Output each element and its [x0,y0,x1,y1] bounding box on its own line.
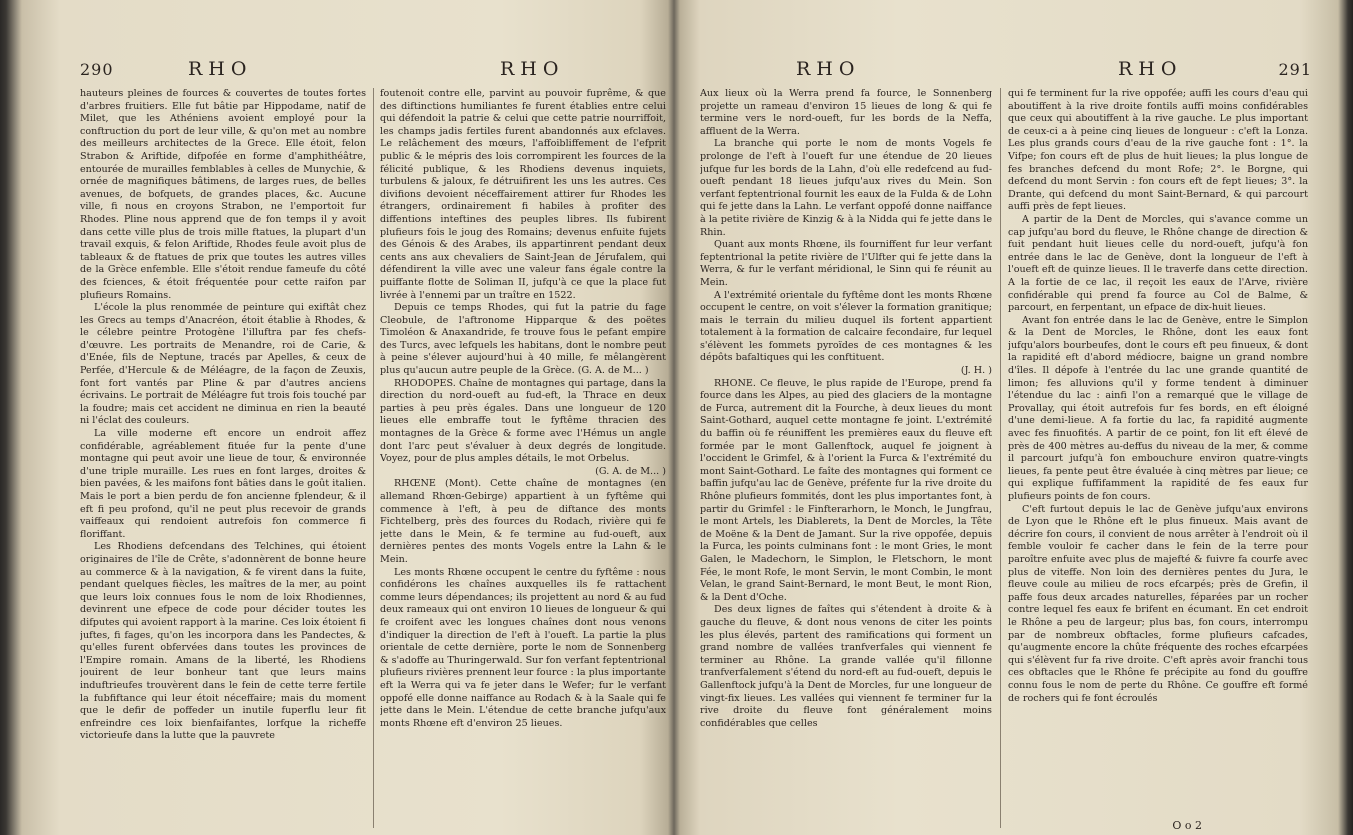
running-head: RHO [188,58,253,80]
paragraph: La branche qui porte le nom de monts Vogels fe prolonge de l'eft à l'oueft fur une étendue de 20 lieues jufque fur les bords de la Lahn, d'où elle redefcend au fud-oueft pendant 18 lieues jufqu'aux rives du Mein. Son verfant feptentrional fournit les eaux de la Fulda & de Lohn qui fe jette dans la Lahn. Le verfant oppofé donne naiffance à la petite rivière de Kinzig & à la Nidda qui fe jette dans le Rhin. [700,138,992,238]
signature-mark: O o 2 [1172,819,1202,832]
entry-rhone: RHONE. Ce fleuve, le plus rapide de l'Europe, prend fa fource dans les Alpes, au pied des glaciers de la montagne de Furca, autrement dit la Fourche, à deux lieues du mont Saint-Gothard, auquel cette montagne fe joint. L'extrémité du baffin où fe réuniffent les premières eaux du fleuve eft formée par le mont Gallenftock, auquel fe joignent à l'occident le Grimfel, & à l'orient la Furca & l'extrémité du mont Saint-Gothard. Le faîte des montagnes qui forment ce baffin jufqu'au lac de Genève, préfente fur la rive droite du Rhône plufieurs fommités, dont les plus importantes font, à partir du Grimfel : le Finfterarhorn, le Monch, le Jungfrau, le mont Artels, les Diablerets, la Dent de Morcles, la Tête de Moëne & la Dent de Jamant. Sur la rive oppofée, depuis la Furca, les points culminans font : le mont Gries, le mont Galen, le Madechorn, le Simplon, le Fletschorn, le mont Fée, le mont Rofe, le mont Servin, le mont Combin, le mont Velan, le grand Saint-Bernard, le mont Beut, le mont Rion, & la Dent d'Oche. [700,377,992,603]
right-page-header [700,58,1312,84]
paragraph: foutenoit contre elle, parvint au pouvoir fuprême, & que des diftinctions humiliantes fe furent établies entre celui qui défendoit la patrie & celui que cette patrie nourriffoit, les champs jadis fertiles furent abandonnés aux efclaves. Le relâchement des mœurs, l'affoibliffement de l'efprit public & le mépris des lois corrompirent les fources de la félicité publique, & les Rhodiens devenus inquiets, turbulens & jaloux, fe détruifirent les uns les autres. Ces divifions devoient néceffairement attirer fur Rhodes les étrangers, ordinairement fi habiles à profiter des diffentions inteftines des peuples libres. Ils fubirent plufieurs fois le joug des Romains; devenus enfuite fujets des Génois & des Arabes, ils appartinrent pendant deux cents ans aux chevaliers de Saint-Jean de Jérufalem, qui défendirent la ville avec une valeur fans égale contre la puiffante flotte de Soliman II, jufqu'à ce que la place fut livrée à l'ennemi par un traître en 1522. [380,88,666,301]
paragraph: Aux lieux où la Werra prend fa fource, le Sonnenberg projette un rameau d'environ 15 lieues de long & qui fe termine vers le nord-oueft, fur les bords de la Neffa, affluent de la Werra. [700,88,992,137]
author-signature: (G. A. de M... ) [595,465,666,477]
right-page-column-2 [1008,88,1308,830]
running-head: RHO [1118,58,1183,80]
paragraph: L'école la plus renommée de peinture qui exiftât chez les Grecs au temps d'Anacréon, étoit établie à Rhodes, & le célebre peintre Protogène l'illuftra par fes chefs-d'œuvre. Les portraits de Menandre, roi de Carie, & d'Enée, fils de Neptune, tracés par Apelles, & ceux de Perfée, d'Hercule & de Méléagre, de la façon de Zeuxis, font fort vantés par Pline & par d'autres anciens écrivains. Le portrait de Méléagre fut trois fois touché par la foudre; mais cet accident ne diminua en rien la beauté ni l'éclat des couleurs. [80,302,366,427]
page-number: 290 [80,60,114,79]
paragraph: Depuis ce temps Rhodes, qui fut la patrie du fage Cleobule, de l'aftronome Hipparque & des poëtes Timoléon & Anaxandride, fe trouve fous le pefant empire des Turcs, avec lefquels les habitans, dont le nombre peut à peine s'élever aujourd'hui à 40 mille, fe mêlangèrent plus qu'aucun autre peuple de la Grèce. (G. A. de M... ) [380,302,666,377]
entry-rhodopes: RHODOPES. Chaîne de montagnes qui partage, dans la direction du nord-oueft au fud-eft, la Thrace en deux parties à peu près égales. Dans une longueur de 120 lieues elle embraffe tout le fyftême thracien des montagnes de la Grèce & forme avec l'Hémus un angle dont l'arc peut s'évaluer à deux degrés de longitude. Voyez, pour de plus amples détails, le mot Orbelus. [380,377,666,465]
paragraph: La ville moderne eft encore un endroit affez confidérable, agréablement fituée fur la pente d'une montagne qui peut avoir une lieue de tour, & environnée d'une triple muraille. Les rues en font larges, droites & bien pavées, & les maifons font bâties dans le goût italien. Mais le port a bien perdu de fon ancienne fplendeur, & il eft fi peu profond, qu'il ne peut plus recevoir de grands vaiffeaux qui rendoient autrefois fon commerce fi floriffant. [80,428,366,540]
right-page-column-1 [700,88,992,830]
page-number: 291 [1278,60,1312,79]
column-rule [373,88,374,828]
paragraph: A partir de la Dent de Morcles, qui s'avance comme un cap jufqu'au bord du fleuve, le Rhône change de direction & fuit pendant huit lieues celle du nord-oueft, jufqu'à fon entrée dans le lac de Genève, dont la longueur de l'eft à l'oueft eft de quinze lieues. Il le traverfe dans cette direction. A la fortie de ce lac, il reçoit les eaux de l'Arve, rivière confidérable qui prend fa fource au Col de Balme, & parcourt, en ferpentant, un efpace de dix-huit lieues. [1008,213,1308,314]
paragraph: Des deux lignes de faîtes qui s'étendent à droite & à gauche du fleuve, & dont nous venons de citer les points les plus élevés, partent des ramifications qui forment un grand nombre de vallées tranfverfales qui viennent fe terminer au Rhône. La grande vallée qu'il fillonne tranfverfalement s'étend du nord-eft au fud-oueft, depuis le Gallenftock jufqu'à la Dent de Morcles, fur une longueur de vingt-fix lieues. Les vallées qui viennent fe terminer fur la rive droite du fleuve font généralement moins confidérables que celles [700,604,992,729]
column-rule [1000,88,1001,828]
paragraph: Les monts Rhœne occupent le centre du fyftême : nous confidérons les chaînes auxquelles ils fe rattachent comme leurs dépendances; ils projettent au nord & au fud deux rameaux qui ont environ 10 lieues de longueur & qui fe croifent avec les longues chaînes dont nous venons d'indiquer la direction de l'eft à l'oueft. La partie la plus orientale de cette dernière, porte le nom de Sonnenberg & s'adoffe au Thuringerwald. Sur fon verfant feptentrional plufieurs rivières prennent leur fource : la plus importante eft la Werra qui va fe jeter dans le Wefer; fur le verfant oppofé elle donne naiffance au Rodach & à la Saale qui fe jette dans le Mein. L'étendue de cette branche jufqu'aux monts Rhœne eft d'environ 25 lieues. [380,566,666,729]
left-page-column-1 [80,88,366,830]
left-page-header [80,58,666,84]
paragraph: qui fe terminent fur la rive oppofée; auffi les cours d'eau qui aboutiffent à la rive droite fontils auffi moins confidérables que ceux qui aboutiffent à la rive gauche. Le plus important de ceux-ci a à peine cinq lieues de longueur : c'eft la Lonza. Les plus grands cours d'eau de la rive gauche font : 1°. la Vifpe; fon cours eft de plus de huit lieues; la plus longue de fes branches defcend du mont Rofe; 2°. le Borgne, qui defcend du mont Servin : fon cours eft de fept lieues; 3°. la Drante, qui defcend du mont Saint-Bernard, & qui parcourt auffi près de fept lieues. [1008,88,1308,213]
left-page-column-2 [380,88,666,830]
paragraph: A l'extrémité orientale du fyftême dont les monts Rhœne occupent le centre, on voit s'élever la formation granitique; mais le terrain du milieu duquel ils fortent appartient totalement à la formation de calcaire fecondaire, fur lequel s'élèvent les fommets pyroïdes de ces montagnes & les dépôts bafaltiques qui les conftituent. [700,289,992,364]
paragraph: Quant aux monts Rhœne, ils fourniffent fur leur verfant feptentrional la petite rivière de l'Ulfter qui fe jette dans la Werra, & fur le verfant méridional, le Sinn qui fe réunit au Mein. [700,239,992,288]
running-head: RHO [796,58,861,80]
entry-rhoene: RHŒNE (Mont). Cette chaîne de montagnes (en allemand Rhœn-Gebirge) appartient à un fyftême qui commence à l'eft, à peu de diftance des monts Fichtelberg, près des fources du Rodach, rivière qui fe jette dans le Mein, & fe termine au fud-oueft, aux dernières pentes des monts Vogels entre la Lahn & le Mein. [380,478,666,565]
right-page [700,52,1312,832]
running-head: RHO [500,58,565,80]
paragraph: C'eft furtout depuis le lac de Genève jufqu'aux environs de Lyon que le Rhône eft le plus finueux. Mais avant de décrire fon cours, il convient de nous arrêter à l'endroit où il femble vouloir fe cacher dans le fein de la terre pour paroître enfuite avec plus de majefté & fuivre fa courfe avec plus de viteffe. Non loin des dernières pentes du Jura, le fleuve coule au milieu de rocs efcarpés; près de Grefin, il paffe fous deux arcades naturelles, féparées par un rocher contre lequel fes eaux fe brifent en écumant. En cet endroit le Rhône a peu de largeur; plus bas, fon cours, interrompu par de nombreux obftacles, forme plufieurs cafcades, qu'augmente encore la chûte fréquente des roches efcarpées qui s'élèvent fur fa rive droite. C'eft après avoir franchi tous ces obftacles que le Rhône fe précipite au fond du gouffre connu fous le nom de perte du Rhône. Ce gouffre eft formé de rochers qui fe font écroulés [1008,503,1308,704]
left-page [80,52,666,832]
paragraph: Avant fon entrée dans le lac de Genève, entre le Simplon & la Dent de Morcles, le Rhône, dont les eaux font jufqu'alors bourbeufes, dont le cours eft peu finueux, & dont la rapidité eft d'abord médiocre, baigne un grand nombre d'îles. Il dépofe à l'entrée du lac une grande quantité de limon; fes alluvions qu'il y forme tendent à diminuer l'étendue du lac : ainfi l'on a remarqué que le village de Provallay, qui étoit autrefois fur fes bords, en eft éloigné d'une demi-lieue. A fa fortie du lac, fa rapidité augmente avec fes finuofités. A partir de ce point, fon lit eft élevé de près de 400 mètres au-deffus du niveau de la mer, & comme il parcourt jufqu'à fon embouchure environ quatre-vingts lieues, fa pente peut être évaluée à cinq mètres par lieue; ce qui explique fuffifamment la rapidité de fes eaux fur plufieurs points de fon cours. [1008,314,1308,502]
paragraph: hauteurs pleines de fources & couvertes de toutes fortes d'arbres fruitiers. Elle fut bâtie par Hippodame, natif de Milet, que les Athéniens avoient employé pour la conftruction du port de leur ville, & qu'on met au nombre des meilleurs architectes de la Grece. Elle étoit, felon Strabon & Ariftide, difpofée en forme d'amphithéâtre, entourée de murailles femblables à celles de Munychie, & ornée de magnifiques bâtimens, de larges rues, de belles avenues, de bofquets, de grandes places, &c. Aucune ville, fi nous en croyons Strabon, ne l'emportoit fur Rhodes. Pline nous apprend que de fon temps il y avoit dans cette ville plus de trois mille ftatues, la plupart d'un travail exquis, & felon Ariftide, Rhodes feule avoit plus de tableaux & de ftatues de prix que toutes les autres villes de la Grèce enfemble. Elle s'étoit rendue fameufe du côté des fciences, & étoit fréquentée pour cette raifon par plufieurs Romains. [80,88,366,301]
author-signature: (J. H. ) [960,365,992,377]
paragraph: Les Rhodiens defcendans des Telchines, qui étoient originaires de l'île de Crête, s'adonnèrent de bonne heure au commerce & à la navigation, & fe virent dans la fuite, pendant quelques fiècles, les maîtres de la mer, au point que leurs loix connues fous le nom de loix Rhodiennes, devinrent une efpece de code pour décider toutes les difputes qui avoient rapport à la marine. Ces loix étoient fi juftes, fi fages, qu'on les incorpora dans les Pandectes, & qu'elles furent obfervées dans toutes les provinces de l'Empire romain. Amans de la liberté, les Rhodiens jouirent de leur bonheur tant que leurs mains induftrieufes trouvèrent dans le fein de cette terre fertile la fubfiftance qui leur étoit néceffaire; mais du moment que le defir de poffeder un inutile fuperflu leur fit enfreindre ces loix bienfaifantes, lorfque la richeffe victorieufe dans la lutte que la pauvrete [80,541,366,742]
